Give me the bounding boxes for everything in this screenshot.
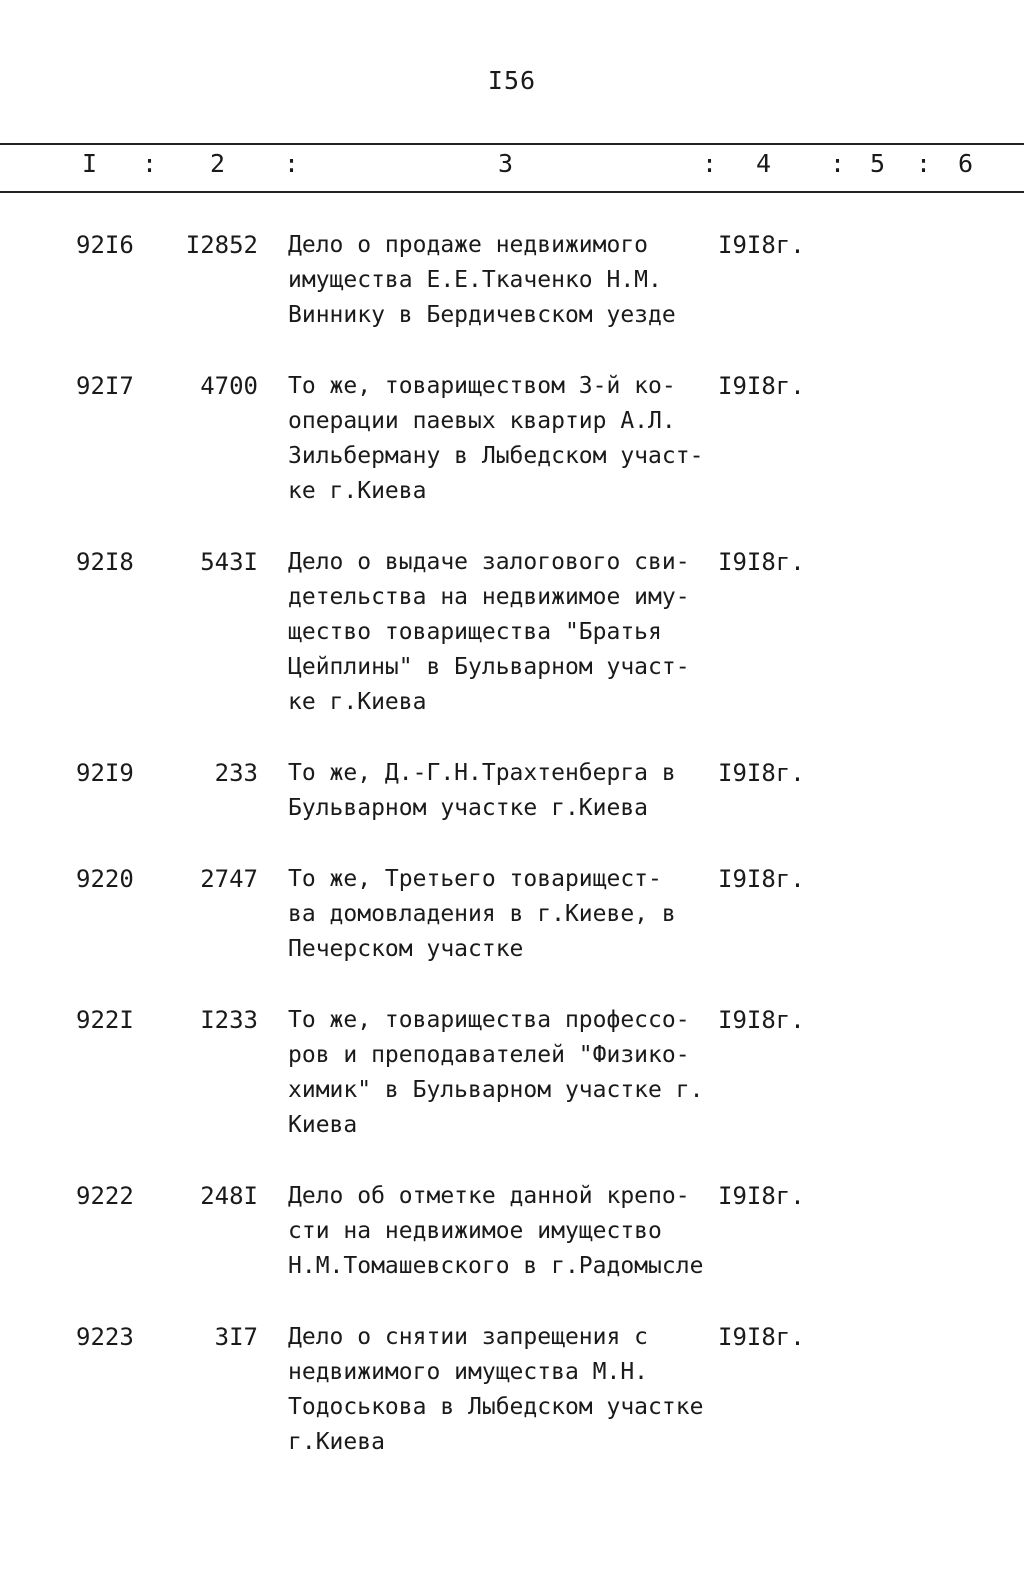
page-number: I56 [487, 66, 537, 95]
header-col-5: 5 [870, 149, 886, 178]
item-number: 92I7 [76, 372, 134, 400]
sheet-count: I2852 [185, 231, 258, 259]
item-number: 92I9 [76, 759, 134, 787]
header-col-3: 3 [498, 149, 514, 178]
item-date: I9I8г. [718, 1182, 805, 1210]
header-sep-4: : [830, 149, 846, 178]
header-top-rule [0, 143, 1024, 145]
item-date: I9I8г. [718, 1323, 805, 1351]
header-bottom-rule [0, 191, 1024, 193]
item-title: Дело о выдаче залогового сви- детельства на недвижимое иму- щество товарищества "Братья Цейплины" в Бульварном участ- ке г.Киева [288, 549, 690, 715]
item-date: I9I8г. [718, 372, 805, 400]
sheet-count: 543I [200, 548, 258, 576]
sheet-count: I233 [200, 1006, 258, 1034]
item-title: Дело о продаже недвижимого имущества Е.Е.Ткаченко Н.М. Виннику в Бердичевском уезде [288, 232, 676, 328]
sheet-count: 248I [200, 1182, 258, 1210]
list-item [0, 369, 1024, 509]
item-date: I9I8г. [718, 548, 805, 576]
header-col-6: 6 [958, 149, 974, 178]
header-sep-5: : [916, 149, 932, 178]
item-title: То же, Третьего товарищест- ва домовладения в г.Киеве, в Печерском участке [288, 866, 676, 962]
item-date: I9I8г. [718, 759, 805, 787]
list-item [0, 1003, 1024, 1143]
list-item [0, 756, 1024, 826]
header-sep-3: : [702, 149, 718, 178]
header-col-4: 4 [756, 149, 772, 178]
list-item [0, 228, 1024, 333]
item-title: То же, товарищества профессо- ров и преподавателей "Физико- химик" в Бульварном участке г. Киева [288, 1007, 704, 1138]
sheet-count: 4700 [200, 372, 258, 400]
item-number: 9220 [76, 865, 134, 893]
inventory-list [0, 228, 1024, 1496]
item-number: 92I8 [76, 548, 134, 576]
sheet-count: 2747 [200, 865, 258, 893]
list-item [0, 545, 1024, 720]
item-number: 9222 [76, 1182, 134, 1210]
list-item [0, 1320, 1024, 1460]
item-date: I9I8г. [718, 1006, 805, 1034]
sheet-count: 233 [214, 759, 258, 787]
sheet-count: 3I7 [214, 1323, 258, 1351]
header-sep-2: : [284, 149, 300, 178]
item-number: 9223 [76, 1323, 134, 1351]
item-number: 922I [76, 1006, 134, 1034]
item-title: То же, товариществом 3-й ко- операции паевых квартир А.Л. Зильберману в Лыбедском участ- ке г.Киева [288, 373, 704, 504]
item-date: I9I8г. [718, 231, 805, 259]
item-title: То же, Д.-Г.Н.Трахтенберга в Бульварном участке г.Киева [288, 760, 676, 821]
list-item [0, 862, 1024, 967]
list-item [0, 1179, 1024, 1284]
item-number: 92I6 [76, 231, 134, 259]
header-col-1: I [82, 149, 98, 178]
header-col-2: 2 [210, 149, 226, 178]
item-date: I9I8г. [718, 865, 805, 893]
item-title: Дело о снятии запрещения с недвижимого имущества М.Н. Тодоськова в Лыбедском участке г.Киева [288, 1324, 704, 1455]
item-title: Дело об отметке данной крепо- сти на недвижимое имущество Н.М.Томашевского в г.Радомысле [288, 1183, 704, 1279]
header-sep-1: : [142, 149, 158, 178]
